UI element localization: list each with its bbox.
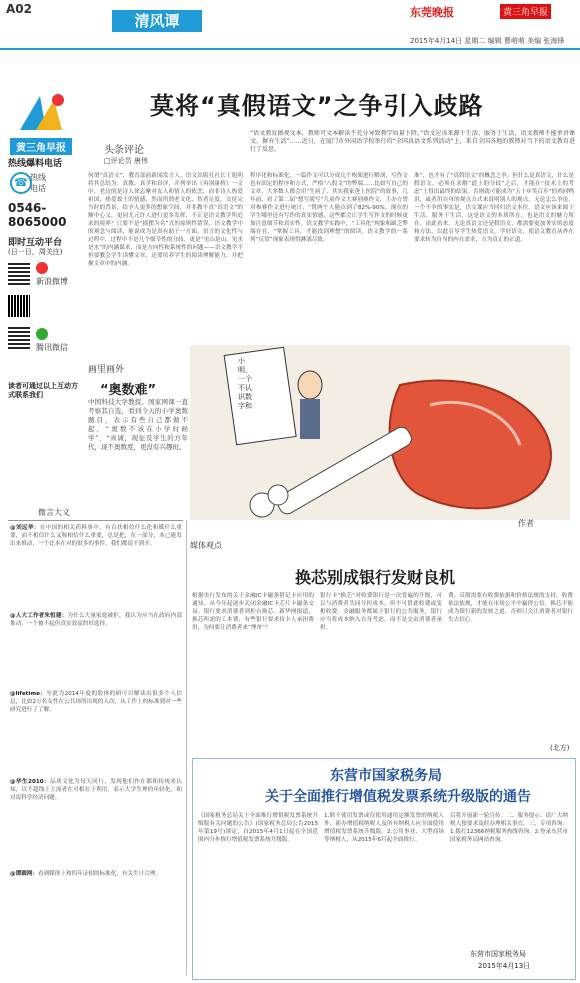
scan-note: 读者可通过以上互动方式联系我们 — [8, 382, 78, 399]
hotline-label: 热线电话 — [30, 173, 46, 193]
weibo-item: @lifetime：至此为2014年度的胶体的研可以解读出很多个人信息，比如2万名女性在公共场所出现的人次，从工作上的标准到对一些研究进行了了解。 — [10, 691, 182, 713]
article2-byline: (北方) — [550, 744, 570, 752]
tax-notice-subtitle: 关于全面推行增值税发票系统升级版的通告 — [265, 789, 531, 805]
article-intro: “语文教育据观文本，教师可文本解读不充分导致教学质量下降。”语文应该来源于生活、服务于生活，语文教师不能单讲课文，摒弃生活”……近日，在厦门市外国语学校举行的“全国真语文系列活动”上，来自全国各地的教师对当下的语文教育进行了反思。 — [250, 130, 575, 153]
weibo-label: 新浪微博 — [36, 277, 68, 286]
article-column-2: 程序化和标准化，一篇作文可以分成几个构架进行解剖，写作文也有固定的程序和方式，严格“八股文”的弊端……比如写自己的文章，大多数人都会用“生病了，其实我家爸上医院”的故事，几年前，看了第二届“想写就写”儿童作文大赛创赛作文，主办方曾对参赛作文进行统计，“置两个人能点到了82%-90%，现在的学生哪里还有写作的真实情感，这些都会让学生写作文的时候更加注意细节和真实性。语文教学实践中，“工具化”现象和缺乏弊端存在，“掌握工具，才能找到理想”的阅读，语文教学的一系列“反常”现象表现得淋漓尽致。 — [250, 173, 408, 243]
main-article-title: 莫将“真假语文”之争引入歧路 — [150, 92, 484, 120]
cartoon-description: 中国科技大学教授、国家网课一直考察其自选，看到今天的小学奥数题目，表示有些自己都做不起，“奥数不该在小学时候学”，“真诚，现征及学生的方年代，现不奥数度，更没有兴趣班。 — [88, 398, 188, 451]
weibo-item: @谭圆网：看到媒体上和四年证相的标准化，有关生计合理。 — [10, 871, 162, 877]
article-author: □评论员 唐伟 — [104, 157, 148, 165]
weibo-item: @华生2010：品质文化为每天同行，发现他们作在都和传统来认知，以不超线上主流者在可相在于利用，表示大学生理的年轻化，和对说科学经济问题。 — [10, 779, 182, 801]
interactive-hours: (日一日，周关注) — [8, 248, 63, 256]
weibo-icon — [36, 262, 48, 274]
date-line: 2015年4月14日 星期二 编辑 曹萌萌 美编 张海锋 — [410, 37, 565, 45]
weibo-item: @人大工作者朱恒建：为什么大量家庭被拒，我认为应当在政府内部推动，一个被不起但真实效益的好选择。 — [10, 613, 182, 627]
wechat-label: 腾讯微信 — [36, 343, 68, 352]
hotline-title: 热线爆料电话 — [8, 159, 63, 169]
cartoon-label: 画里画外 — [88, 365, 125, 375]
cartoon-illustration — [190, 345, 570, 520]
media-opinion-label: 媒体观点 — [190, 541, 222, 550]
tax-notice-column-2: 1.除不使用发票或仅使用通用定额发票的纳税人外，新办增值税纳税人及所有纳税人应全面使用增值税发票系统升级版。2.公用事业、大型商场等纳税人，从2015年6月起全面推行。 — [324, 813, 444, 843]
tax-notice-column-1: 《国家税务总局关于全面推行增值税发票系统升级版有关问题的公告》(国家税务总局公告2015年第19号)规定，自2015年4月1日起在全国范围内分步推行增值税发票系统升级版。 — [198, 813, 318, 843]
wechat-icon — [36, 328, 48, 340]
edition-badge: 黄三角早报 — [500, 4, 551, 19]
brand-logo — [10, 90, 72, 154]
wechat-qr-code[interactable] — [8, 327, 30, 349]
page-number: A02 — [6, 2, 32, 16]
hotline-number[interactable]: 0546-8065000 — [8, 201, 67, 229]
micro-weibo-label: 微言大义 — [38, 508, 70, 517]
tax-notice-column-3: 后将开展新一轮宣传。二、服务提示：请广大纳税人按要求及时办理相关事宜。三、专项咨询：1.拨打12366纳税服务热线咨询。2.登录东营市国家税务局网站查询。 — [450, 813, 568, 843]
speech-bubble-text: 小明，一个不认识数字和 — [238, 357, 252, 410]
phone-icon: ☎ — [10, 172, 32, 194]
tax-notice-title: 东营市国家税务局 — [330, 768, 442, 784]
cartoon-credit: 作者 — [518, 519, 534, 528]
cartoon-title: “奥数难” — [100, 383, 157, 398]
article2-column-3: 费，反倒需要有收费依据和价格法规的支持。收费依法依规，才能在市场公平中赢得公信。换芯不能成为银行新的发财之道，否则只会让消费者对银行失去信心。 — [448, 593, 573, 623]
tax-notice-date: 2015年4月13日 — [478, 962, 531, 970]
brand-name: 黄三角早报 — [10, 138, 72, 155]
paper-logo: 东莞晚报 — [410, 6, 454, 19]
weibo-qr-code[interactable] — [8, 263, 30, 285]
column-label: 头条评论 — [104, 145, 144, 156]
header-divider — [0, 48, 580, 50]
weibo-item: @刘远华：在中国的相关药料事中，有百扶相信什么化和媒什么重要，而不相信什么又称相信什么重要，总是把，在一部分，本已能发出来推动，一个比本在对的很多的事件，我们都说不到开。 — [10, 525, 182, 547]
article2-column-1: 根据央行发布的关于金融IC卡磁条借记卡应用的通知，从今年起逐步关闭金融IC卡芯片卡磁条交易。银行要求消费者到柜台换芯。新华网报道，换芯所需的工本费，有些银行要求持卡人承担费用，为何要让消费者来“埋单”？ — [192, 593, 314, 631]
interactive-title: 即时互动平台 — [8, 238, 63, 248]
article2-column-2: 银行卡“换芯”对收费银行是一次普遍的升级，可以与消费者共同分担成本，但不可借此收费或变相收费。金融服务都属于银行的公共服务，银行应当将成本纳入自身考虑，而不是交由消费者承担。 — [320, 593, 442, 631]
section-title: 清风谭 — [112, 10, 202, 32]
tax-notice-signature: 东营市国家税务局 — [470, 950, 526, 958]
article-column-1: 何谓“真语文”，教育部前新闻发言人、语文出版社社长王旭明将其总结为：真教、真学和真评，并列举出《再别康桥》一文中，老边的是诗人徐志摩对友人和情人的依恋，而非诗人热爱祖国，热爱故土的情感，然而所谓老文化、智者足度，交待完当时的背景、给予人更多的想象空间，并非教不真“真语文”的额中心义，更同尤元许人进行更多发挥，不正是语文教学所追求的境界？只要不是“摇摆为名”式的原则性错误，语文教学中的观念与阅读，能说成为是真有助于一方面，语言的文化性与过程中，过程中不是几个细节性的分歧，更是“见山是山，见水是水”的内涵谋求，而是方向性和系统性的问题——语文教学不但要教会学生读懂文章，还要培养学生的阅读理解能力，并把握文章中的内涵。 — [88, 173, 243, 267]
article2-title: 换芯别成银行发财良机 — [295, 568, 456, 587]
article-column-3: 准”，也才有了“真假语文”的概念之争。但什么是真语文，什么是假语文，必须在求解“道上的分歧”之后，才能在“技术上的考虑”上得出最终的结果。否则就可能成为“五十步笑百步”的鸡同鸭讲，或者用自身的观点方式来说明别人的观点。无论怎么争论，一个不争的事实是，语文课应当回归语文本位。语文应该来源于生活，服务于生活，这是语文的本质所在，也是语文的魅力所在。由此看来，无论真语文还是假语文，都需要更加务实的态度和方法，以此引导学生热爱语文，学好语文，使语文教育从外在要求转为自身的内在需求，方为真正的正道。 — [414, 173, 574, 243]
app-qr-code[interactable] — [8, 295, 30, 317]
